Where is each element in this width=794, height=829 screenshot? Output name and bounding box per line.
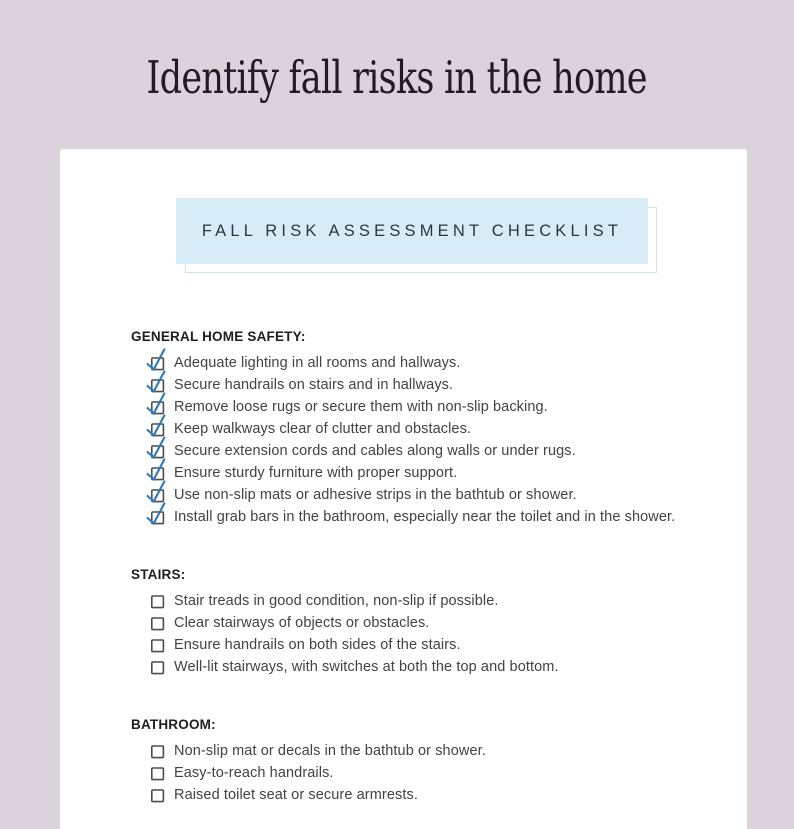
checkbox-icon[interactable] bbox=[147, 784, 169, 806]
checklist-item-label: Ensure handrails on both sides of the stairs. bbox=[174, 637, 461, 653]
checkbox-checked-icon[interactable] bbox=[147, 506, 169, 528]
checklist-item-label: Well-lit stairways, with switches at both the top and bottom. bbox=[174, 659, 559, 675]
checklist-item-label: Secure handrails on stairs and in hallways. bbox=[174, 377, 454, 393]
page-title: Identify fall risks in the home bbox=[146, 51, 648, 104]
document-page bbox=[60, 149, 747, 829]
banner-fill-box bbox=[176, 198, 648, 264]
section-heading: BATHROOM: bbox=[131, 717, 216, 732]
checklist-item bbox=[131, 762, 711, 784]
section-heading: STAIRS: bbox=[131, 567, 186, 582]
banner-title: FALL RISK ASSESSMENT CHECKLIST bbox=[201, 221, 623, 240]
checklist-item bbox=[131, 506, 711, 528]
checklist-item-label: Use non-slip mats or adhesive strips in the bathtub or shower. bbox=[174, 487, 577, 503]
checkbox-icon[interactable] bbox=[147, 634, 169, 656]
checklist-item bbox=[131, 634, 711, 656]
checklist-items bbox=[131, 590, 711, 678]
checkbox-icon[interactable] bbox=[147, 762, 169, 784]
checklist-item-label: Easy-to-reach handrails. bbox=[174, 765, 334, 781]
checkbox-icon[interactable] bbox=[147, 612, 169, 634]
checklist-item-label: Ensure sturdy furniture with proper support. bbox=[174, 465, 458, 481]
checklist-item bbox=[131, 418, 711, 440]
checklist-item-label: Secure extension cords and cables along walls or under rugs. bbox=[174, 443, 576, 459]
checklist-item-label: Clear stairways of objects or obstacles. bbox=[174, 615, 430, 631]
checkbox-checked-icon[interactable] bbox=[147, 484, 169, 506]
checklist-item-label: Keep walkways clear of clutter and obstacles. bbox=[174, 421, 472, 437]
checklist-banner bbox=[176, 198, 648, 264]
checklist-item bbox=[131, 784, 711, 806]
checkbox-checked-icon[interactable] bbox=[147, 396, 169, 418]
section-stairs bbox=[131, 568, 711, 678]
checkbox-checked-icon[interactable] bbox=[147, 418, 169, 440]
checkbox-checked-icon[interactable] bbox=[147, 374, 169, 396]
checklist-item bbox=[131, 740, 711, 762]
checkbox-checked-icon[interactable] bbox=[147, 440, 169, 462]
checklist-item bbox=[131, 656, 711, 678]
checklist-item bbox=[131, 374, 711, 396]
checklist-item-label: Raised toilet seat or secure armrests. bbox=[174, 787, 418, 803]
checklist-item bbox=[131, 462, 711, 484]
checklist-item bbox=[131, 612, 711, 634]
section-general-home-safety bbox=[131, 330, 711, 528]
checklist-item bbox=[131, 352, 711, 374]
checkbox-checked-icon[interactable] bbox=[147, 462, 169, 484]
checklist-item-label: Stair treads in good condition, non-slip if possible. bbox=[174, 593, 499, 609]
checklist-item-label: Install grab bars in the bathroom, especially near the toilet and in the shower. bbox=[174, 509, 676, 525]
page-header bbox=[0, 51, 794, 104]
checklist-item bbox=[131, 440, 711, 462]
checklist-item bbox=[131, 590, 711, 612]
section-bathroom bbox=[131, 718, 711, 806]
checklist-items bbox=[131, 352, 711, 528]
checklist-item-label: Adequate lighting in all rooms and hallways. bbox=[174, 355, 461, 371]
checklist-items bbox=[131, 740, 711, 806]
section-heading: GENERAL HOME SAFETY: bbox=[131, 329, 306, 344]
checkbox-icon[interactable] bbox=[147, 590, 169, 612]
checklist-item-label: Remove loose rugs or secure them with non-slip backing. bbox=[174, 399, 548, 415]
checkbox-icon[interactable] bbox=[147, 740, 169, 762]
checkbox-icon[interactable] bbox=[147, 656, 169, 678]
checklist-item-label: Non-slip mat or decals in the bathtub or shower. bbox=[174, 743, 486, 759]
checkbox-checked-icon[interactable] bbox=[147, 352, 169, 374]
checklist-item bbox=[131, 396, 711, 418]
checklist-content bbox=[131, 330, 711, 806]
checklist-item bbox=[131, 484, 711, 506]
